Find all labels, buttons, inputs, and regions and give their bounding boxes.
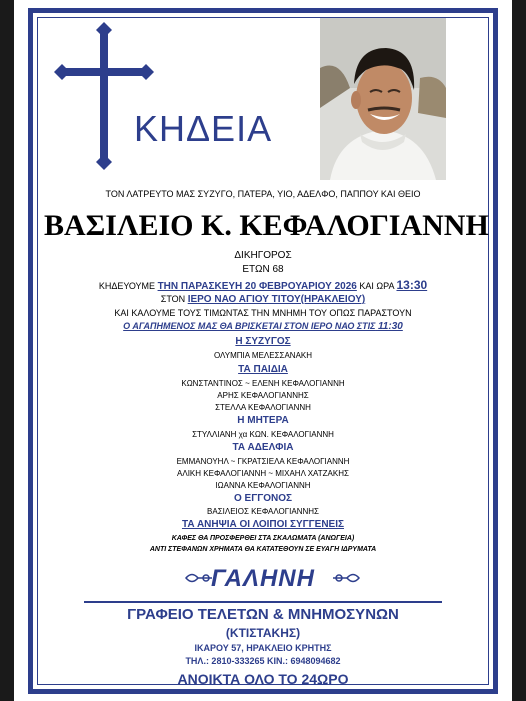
list-item: ΣΤΕΛΛΑ ΚΕΦΑΛΟΓΙΑΝΝΗ: [215, 403, 311, 412]
funeral-time: 13:30: [396, 278, 428, 292]
grandson-name: ΒΑΣΙΛΕΙΟΣ ΚΕΦΑΛΟΓΙΑΝΝΗΣ: [207, 507, 319, 516]
wife-name: ΟΛΥΜΠΙΑ ΜΕΛΕΣΣΑΝΑΚΗ: [213, 351, 313, 360]
list-item: ΕΜΜΑΝΟΥΗΛ ~ ΓΚΡΑΤΣΙΕΛΑ ΚΕΦΑΛΟΓΙΑΝΝΗ: [176, 457, 350, 466]
age: ΕΤΩΝ 68: [242, 264, 284, 275]
relatives-line: ΤΑ ΑΝΗΨΙΑ ΟΙ ΛΟΙΠΟΙ ΣΥΓΓΕΝΕΙΣ: [181, 519, 345, 530]
place-prefix: ΣΤΟΝ: [160, 294, 186, 304]
list-item: ΙΩΑΝΝΑ ΚΕΦΑΛΟΓΙΑΝΝΗ: [215, 481, 311, 490]
obituary-page: [14, 0, 512, 701]
lying-in-state-line: [44, 321, 482, 332]
funeral-home-brand: ΓΑΛΗΝΗ: [211, 565, 315, 592]
mother-heading: Η ΜΗΤΕΡΑ: [237, 415, 289, 426]
lying-in-state-time: 11:30: [377, 321, 403, 332]
office-hours: ΑΝΟΙΚΤΑ ΟΛΟ ΤΟ 24ΩΡΟ: [177, 671, 349, 687]
list-item: ΑΡΗΣ ΚΕΦΑΛΟΓΙΑΝΝΗΣ: [217, 391, 309, 400]
profession: ΔΙΚΗΓΟΡΟΣ: [234, 250, 292, 261]
deceased-name: ΒΑΣΙΛΕΙΟ Κ. ΚΕΦΑΛΟΓΙΑΝΝΗ: [44, 209, 489, 242]
wreath-note: ΑΝΤΙ ΣΤΕΦΑΝΩΝ ΧΡΗΜΑΤΑ ΘΑ ΚΑΤΑΤΕΘΟΥΝ ΣΕ ΕΥΑΓΗ ΙΔΡΥΜΑΤΑ: [149, 546, 377, 553]
place-line: [44, 294, 482, 305]
footer-divider: [84, 601, 442, 603]
mother-name: ΣΤΥΛΛΙΑΝΗ χα ΚΩΝ. ΚΕΦΑΛΟΓΙΑΝΝΗ: [192, 430, 334, 439]
invitation-text: ΚΑΙ ΚΑΛΟΥΜΕ ΤΟΥΣ ΤΙΜΩΝΤΑΣ ΤΗΝ ΜΝΗΜΗ ΤΟΥ ΟΠΩΣ ΠΑΡΑΣΤΟΥΝ: [114, 308, 412, 318]
grandson-heading: Ο ΕΓΓΟΝΟΣ: [233, 493, 293, 504]
siblings-heading: ΤΑ ΑΔΕΛΦΙΑ: [232, 442, 294, 453]
wife-heading: Η ΣΥΖΥΓΟΣ: [235, 336, 291, 347]
list-item: ΚΩΝΣΤΑΝΤΙΝΟΣ ~ ΕΛΕΝΗ ΚΕΦΑΛΟΓΙΑΝΝΗ: [181, 379, 345, 388]
funeral-prefix: ΚΗΔΕΥΟΥΜΕ: [98, 281, 156, 291]
office-owner: (ΚΤΙΣΤΑΚΗΣ): [225, 626, 301, 640]
children-heading: ΤΑ ΠΑΙΔΙΑ: [238, 364, 288, 375]
list-item: ΑΛΙΚΗ ΚΕΦΑΛΟΓΙΑΝΝΗ ~ ΜΙΧΑΗΛ ΧΑΤΖΑΚΗΣ: [177, 469, 349, 478]
coffee-note: ΚΑΦΕΣ ΘΑ ΠΡΟΣΦΕΡΘΕΙ ΣΤΑ ΣΚΑΛΩΜΑΤΑ (ΑΝΩΓΕΙΑ): [171, 535, 355, 542]
church-name: ΙΕΡΟ ΝΑΟ ΑΓΙΟΥ ΤΙΤΟΥ(ΗΡΑΚΛΕΙΟΥ): [187, 294, 366, 305]
portrait-photo: [320, 18, 446, 180]
office-address: ΙΚΑΡΟΥ 57, ΗΡΑΚΛΕΙΟ ΚΡΗΤΗΣ: [194, 643, 332, 653]
office-name: ΓΡΑΦΕΙΟ ΤΕΛΕΤΩΝ & ΜΝΗΜΟΣΥΝΩΝ: [127, 606, 399, 623]
lying-in-state-text: Ο ΑΓΑΠΗΜΕΝΟΣ ΜΑΣ ΘΑ ΒΡΙΣΚΕΤΑΙ ΣΤΟΝ ΙΕΡΟ ΝΑΟ ΣΤΙΣ: [123, 321, 376, 331]
ornament-right-icon: [331, 570, 361, 586]
page-title: ΚΗΔΕΙΑ: [134, 108, 273, 149]
intro-text: ΤΟΝ ΛΑΤΡΕΥΤΟ ΜΑΣ ΣΥΖΥΓΟ, ΠΑΤΕΡΑ, ΥΙΟ, ΑΔΕΛΦΟ, ΠΑΠΠΟΥ ΚΑΙ ΘΕΙΟ: [105, 189, 421, 199]
funeral-time-label: ΚΑΙ ΩΡΑ: [359, 281, 394, 291]
funeral-date: ΤΗΝ ΠΑΡΑΣΚΕΥΗ 20 ΦΕΒΡΟΥΑΡΙΟΥ 2026: [157, 281, 357, 292]
funeral-line: [44, 278, 482, 292]
office-phone: ΤΗΛ.: 2810-333265 ΚΙΝ.: 6948094682: [185, 656, 341, 666]
